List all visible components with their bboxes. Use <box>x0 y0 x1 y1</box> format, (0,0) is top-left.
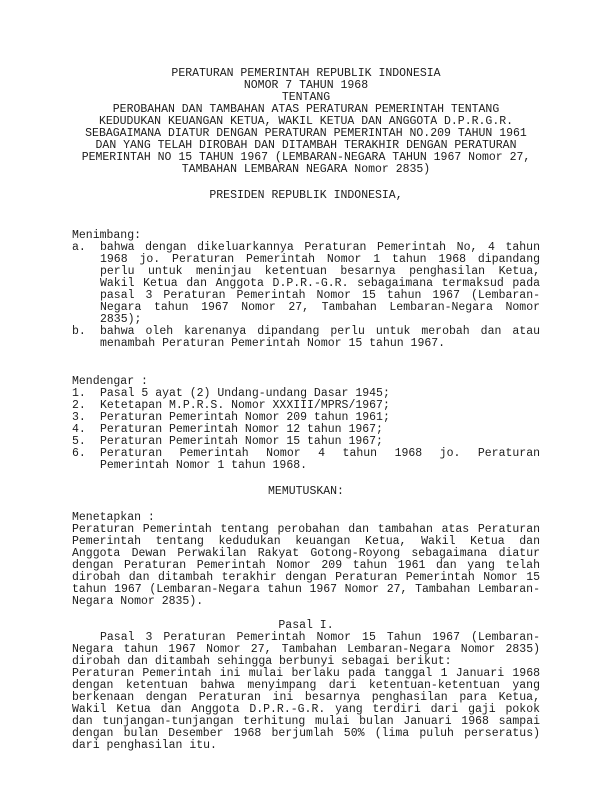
mendengar-item-4-text: Peraturan Pemerintah Nomor 12 tahun 1967; <box>100 423 383 436</box>
mendengar-item-2-label: 2. <box>72 399 86 412</box>
title-line-2: NOMOR 7 TAHUN 1968 <box>243 79 369 92</box>
mendengar-item-5-label: 5. <box>72 435 86 448</box>
pasal-1-paragraph-1: Pasal 3 Peraturan Pemerintah Nomor 15 Tahun 1967 (Lembaran-Negara tahun 1967 Nomor 27, Tambahan Lembaran-Negara Nomor 2835) dirobah dan ditambah sehingga berbunyi sebagai berikut: <box>72 631 540 668</box>
menetapkan-body: Peraturan Pemerintah tentang perobahan dan tambahan atas Peraturan Pemerintah tentang kedudukan keuangan Ketua, Wakil Ketua dan Anggota Dewan Perwakilan Rakyat Gotong-Royong sebagaimana diatur dengan Peraturan Pemerintah Nomor 209 tahun 1961 dan yang telah dirobah dan ditambah terakhir dengan Peraturan Pemerintah Nomor 15 tahun 1967 (Lembaran-Negara tahun 1967 Nomor 27, Tambahan Lembaran-Negara Nomor 2835). <box>72 523 540 608</box>
menetapkan-heading: Menetapkan : <box>72 511 155 524</box>
title-line-8: PEMERINTAH NO 15 TAHUN 1967 (LEMBARAN-NEGARA TAHUN 1967 Nomor 27, <box>81 151 531 164</box>
menimbang-item-b <box>72 326 540 350</box>
mendengar-item-1-label: 1. <box>72 387 86 400</box>
title-line-6: SEBAGAIMANA DIATUR DENGAN PERATURAN PEMERINTAH NO.209 TAHUN 1961 <box>85 127 527 140</box>
memutuskan-heading: MEMUTUSKAN: <box>268 485 344 498</box>
mendengar-heading: Mendengar : <box>72 375 148 388</box>
mendengar-item-2-text: Ketetapan M.P.R.S. Nomor XXXIII/MPRS/1967; <box>100 399 390 412</box>
menetapkan-section <box>72 512 540 608</box>
mendengar-item-6 <box>72 448 540 472</box>
pasal-1-paragraph-2: Peraturan Pemerintah ini mulai berlaku pada tanggal 1 Januari 1968 dengan ketentuan bahwa menyimpang dari ketentuan-ketentuan yang berkenaan dengan Peraturan ini besarnya penghasilan para Ketua, Wakil Ketua dan Anggota D.P.R.-G.R. yang terdiri dari gaji pokok dan tunjangan-tunjangan terhitung mulai bulan Januari 1968 sampai dengan bulan Desember 1968 berjumlah 50% (lima puluh perseratus) dari penghasilan itu. <box>72 667 540 752</box>
menimbang-section <box>72 230 540 350</box>
mendengar-item-1-text: Pasal 5 ayat (2) Undang-undang Dasar 1945; <box>100 387 390 400</box>
menimbang-item-a <box>72 242 540 326</box>
title-line-9: TAMBAHAN LEMBARAN NEGARA Nomor 2835) <box>181 163 431 176</box>
menimbang-item-a-text: bahwa dengan dikeluarkannya Peraturan Pemerintah No, 4 tahun 1968 jo. Peraturan Pemerintah Nomor 1 tahun 1968 dipandang perlu untuk meninjau ketentuan besarnya penghasilan Ketua, Wakil Ketua dan Anggota D.P.R.-G.R. sebagaimana termaksud pada pasal 3 Peraturan Pemerintah Nomor 15 tahun 1967 (Lembaran-Negara tahun 1967 Nomor 27, Tambahan Lembaran-Negara Nomor 2835); <box>100 241 540 326</box>
menimbang-heading: Menimbang: <box>72 229 142 242</box>
document-title-block <box>72 68 540 176</box>
title-line-4: PEROBAHAN DAN TAMBAHAN ATAS PERATURAN PEMERINTAH TENTANG <box>112 103 500 116</box>
mendengar-section <box>72 376 540 472</box>
menimbang-item-a-label: a. <box>72 241 86 254</box>
mendengar-item-3-text: Peraturan Pemerintah Nomor 209 tahun 1961; <box>100 411 390 424</box>
mendengar-item-6-label: 6. <box>72 447 86 460</box>
menimbang-item-b-label: b. <box>72 325 86 338</box>
presiden-heading: PRESIDEN REPUBLIK INDONESIA, <box>209 189 403 202</box>
mendengar-item-3-label: 3. <box>72 411 86 424</box>
title-line-1: PERATURAN PEMERINTAH REPUBLIK INDONESIA <box>171 67 441 80</box>
mendengar-item-6-text: Peraturan Pemerintah Nomor 4 tahun 1968 jo. Peraturan Pemerintah Nomor 1 tahun 1968. <box>100 447 540 472</box>
pasal-1-heading: Pasal I. <box>278 619 334 632</box>
title-line-5: KEDUDUKAN KEUANGAN KETUA, WAKIL KETUA DAN ANGGOTA D.P.R.G.R. <box>98 115 514 128</box>
title-line-3: TENTANG <box>281 91 331 104</box>
mendengar-item-5-text: Peraturan Pemerintah Nomor 15 tahun 1967; <box>100 435 383 448</box>
menimbang-item-b-text: bahwa oleh karenanya dipandang perlu untuk merobah dan atau menambah Peraturan Pemerintah Nomor 15 tahun 1967. <box>100 325 540 350</box>
title-line-7: DAN YANG TELAH DIROBAH DAN DITAMBAH TERAKHIR DENGAN PERATURAN <box>95 139 517 152</box>
mendengar-item-4-label: 4. <box>72 423 86 436</box>
